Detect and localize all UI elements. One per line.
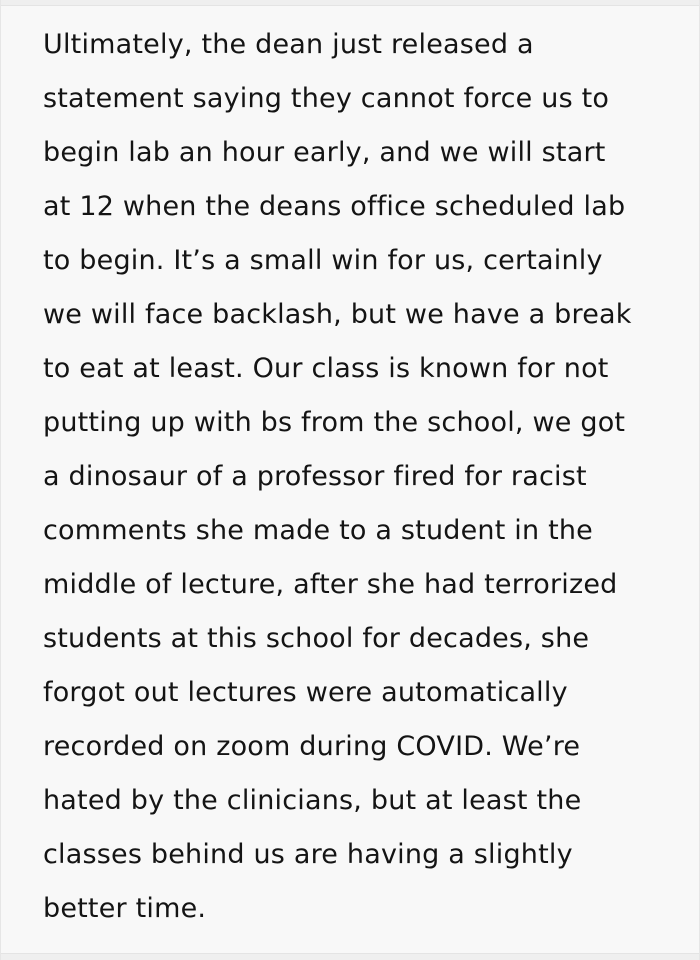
text-line: middle of lecture, after she had terrorized: [43, 569, 618, 600]
text-line: a dinosaur of a professor fired for racist: [43, 461, 587, 492]
bottom-crop-strip: [1, 953, 699, 960]
text-line: hated by the clinicians, but at least the: [43, 785, 582, 816]
post-paragraph: [43, 18, 665, 936]
text-line: statement saying they cannot force us to: [43, 83, 610, 114]
text-line: better time.: [43, 893, 207, 924]
text-line: we will face backlash, but we have a break: [43, 299, 632, 330]
text-line: at 12 when the deans office scheduled lab: [43, 191, 626, 222]
text-line: comments she made to a student in the: [43, 515, 593, 546]
text-line: recorded on zoom during COVID. We’re: [43, 731, 581, 762]
text-line: begin lab an hour early, and we will start: [43, 137, 606, 168]
text-line: to eat at least. Our class is known for not: [43, 353, 609, 384]
text-line: forgot out lectures were automatically: [43, 677, 568, 708]
text-line: classes behind us are having a slightly: [43, 839, 573, 870]
text-line: putting up with bs from the school, we got: [43, 407, 626, 438]
post-text-card: [1, 6, 699, 936]
text-line: to begin. It’s a small win for us, certainly: [43, 245, 603, 276]
text-line: Ultimately, the dean just released a: [43, 29, 534, 60]
text-line: students at this school for decades, she: [43, 623, 590, 654]
